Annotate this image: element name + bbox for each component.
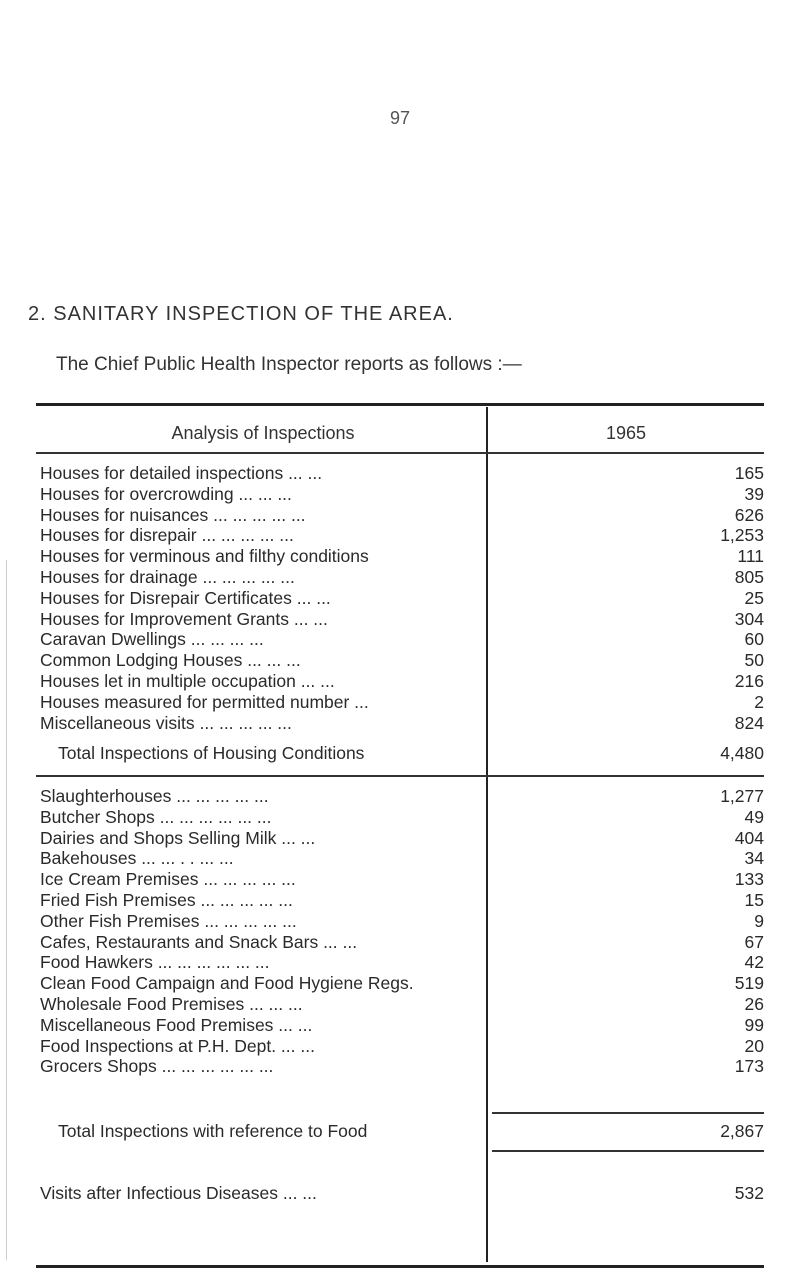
table-row: [40, 691, 764, 713]
row-value: 99: [744, 1014, 764, 1035]
row-value: 15: [744, 890, 764, 910]
table-row: [40, 931, 764, 953]
row-value: 824: [734, 712, 764, 733]
row-value: 9: [754, 910, 764, 931]
table-top-rule: [36, 403, 764, 406]
table-row: [40, 1014, 764, 1036]
table-row: [40, 1055, 764, 1077]
housing-total-label: Total Inspections of Housing Conditions: [58, 743, 365, 763]
row-value: 1,277: [720, 786, 764, 806]
row-value: 50: [744, 650, 764, 671]
row-label: Caravan Dwellings ... ... ... ...: [40, 629, 264, 650]
row-label: Houses for Disrepair Certificates ... ...: [40, 587, 331, 608]
row-label: Cafes, Restaurants and Snack Bars ... ...: [40, 931, 358, 952]
infectious-value: 532: [734, 1183, 764, 1203]
table-row: [40, 806, 764, 828]
row-label: Miscellaneous visits ... ... ... ... ...: [40, 712, 292, 733]
food-subtotal-rule: [492, 1112, 764, 1114]
housing-section-rule: [36, 775, 764, 777]
row-label: Houses for detailed inspections ... ...: [40, 463, 323, 483]
row-label: Ice Cream Premises ... ... ... ... ...: [40, 869, 296, 890]
row-value: 34: [744, 848, 764, 869]
row-label: Bakehouses ... ... . . ... ...: [40, 848, 234, 869]
row-label: Dairies and Shops Selling Milk ... ...: [40, 827, 316, 848]
table-row: [40, 608, 764, 630]
row-label: Houses for overcrowding ... ... ...: [40, 483, 292, 504]
row-value: 67: [744, 931, 764, 952]
row-value: 626: [734, 504, 764, 525]
row-value: 805: [734, 567, 764, 587]
infectious-label: Visits after Infectious Diseases ... ...: [40, 1183, 317, 1203]
food-total-rule: [492, 1150, 764, 1152]
infectious-row: [40, 1182, 764, 1204]
table-row: [40, 545, 764, 567]
table-row: [40, 868, 764, 890]
row-value: 519: [734, 973, 764, 994]
page-edge-mark: [6, 560, 7, 1260]
row-label: Other Fish Premises ... ... ... ... ...: [40, 910, 297, 931]
row-value: 20: [744, 1035, 764, 1056]
table-row: [40, 524, 764, 546]
row-label: Fried Fish Premises ... ... ... ... ...: [40, 890, 293, 910]
table-row: [40, 587, 764, 609]
table-row: [40, 649, 764, 671]
column-header-analysis: Analysis of Inspections: [171, 423, 355, 443]
table-row: [40, 462, 764, 484]
intro-text: The Chief Public Health Inspector reports as follows :—: [56, 354, 522, 375]
row-value: 111: [737, 546, 764, 567]
table-bottom-rule: [36, 1265, 764, 1268]
table-row: [40, 827, 764, 849]
row-label: Miscellaneous Food Premises ... ...: [40, 1014, 313, 1035]
row-value: 133: [734, 869, 764, 890]
table-row: [40, 566, 764, 588]
table-row: [40, 712, 764, 734]
table-row: [40, 670, 764, 692]
row-label: Butcher Shops ... ... ... ... ... ...: [40, 806, 272, 827]
row-label: Food Inspections at P.H. Dept. ... ...: [40, 1035, 315, 1056]
row-value: 304: [734, 608, 764, 629]
row-value: 42: [744, 952, 764, 973]
row-value: 404: [734, 827, 764, 848]
row-label: Common Lodging Houses ... ... ...: [40, 650, 301, 671]
row-label: Clean Food Campaign and Food Hygiene Regs.: [40, 973, 414, 994]
row-value: 25: [744, 587, 764, 608]
housing-total-row: [40, 742, 764, 764]
page-number: 97: [389, 108, 411, 128]
row-label: Houses measured for permitted number ...: [40, 691, 369, 712]
row-value: 173: [734, 1056, 764, 1077]
header-rule: [36, 452, 764, 454]
table-row: [40, 993, 764, 1015]
row-label: Slaughterhouses ... ... ... ... ...: [40, 786, 269, 806]
table-row: [40, 972, 764, 994]
table-row: [40, 1035, 764, 1057]
table-row: [40, 847, 764, 869]
table-row: [40, 483, 764, 505]
table-row: [40, 504, 764, 526]
table-row: [40, 785, 764, 807]
row-value: 39: [744, 483, 764, 504]
row-value: 165: [734, 463, 764, 483]
food-total-label: Total Inspections with reference to Food: [58, 1121, 368, 1141]
row-value: 2: [754, 691, 764, 712]
row-label: Wholesale Food Premises ... ... ...: [40, 994, 303, 1014]
row-label: Houses for verminous and filthy conditions: [40, 546, 369, 567]
row-value: 26: [744, 994, 764, 1014]
table-row: [40, 628, 764, 650]
table-row: [40, 951, 764, 973]
row-label: Houses for drainage ... ... ... ... ...: [40, 567, 295, 587]
row-label: Houses for Improvement Grants ... ...: [40, 608, 328, 629]
food-total-value: 2,867: [720, 1121, 764, 1141]
row-label: Grocers Shops ... ... ... ... ... ...: [40, 1056, 274, 1077]
row-label: Houses let in multiple occupation ... ...: [40, 671, 335, 691]
row-label: Food Hawkers ... ... ... ... ... ...: [40, 952, 270, 973]
table-row: [40, 910, 764, 932]
row-label: Houses for nuisances ... ... ... ... ...: [40, 504, 306, 525]
row-value: 60: [744, 629, 764, 650]
row-value: 49: [744, 806, 764, 827]
row-value: 216: [734, 671, 764, 691]
row-value: 1,253: [720, 525, 764, 546]
table-row: [40, 889, 764, 911]
housing-total-value: 4,480: [720, 743, 764, 763]
section-heading: 2. SANITARY INSPECTION OF THE AREA.: [28, 303, 454, 325]
column-header-year: 1965: [605, 423, 647, 443]
food-total-row: [40, 1120, 764, 1142]
row-label: Houses for disrepair ... ... ... ... ...: [40, 525, 294, 546]
